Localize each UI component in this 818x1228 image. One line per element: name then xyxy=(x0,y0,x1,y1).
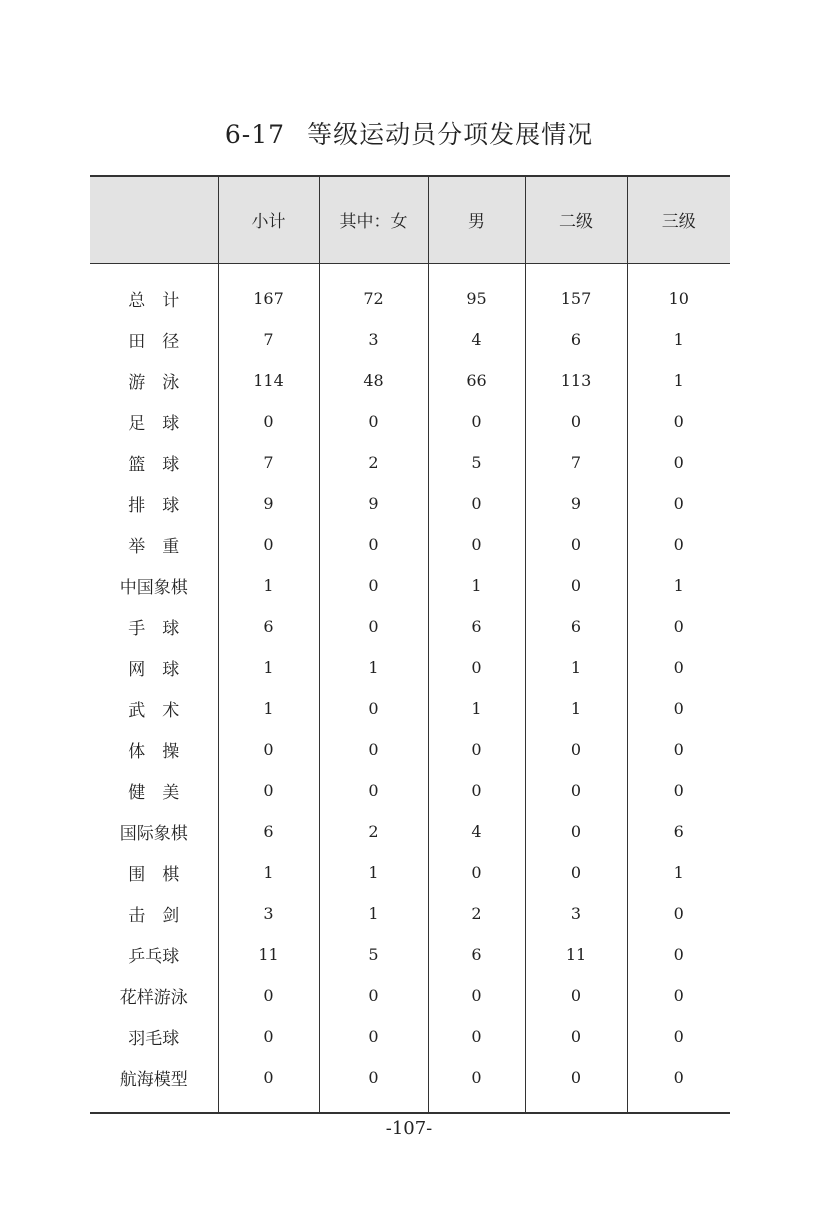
cell-subtotal: 1 xyxy=(218,565,319,606)
cell-grade3: 0 xyxy=(627,524,730,565)
cell-male: 0 xyxy=(428,1057,525,1113)
cell-grade2: 6 xyxy=(525,606,627,647)
cell-subtotal: 0 xyxy=(218,770,319,811)
cell-grade2: 0 xyxy=(525,852,627,893)
cell-subtotal: 7 xyxy=(218,319,319,360)
cell-subtotal: 167 xyxy=(218,263,319,319)
cell-subtotal: 9 xyxy=(218,483,319,524)
header-cell-subtotal: 小计 xyxy=(218,176,319,263)
table-row xyxy=(90,442,730,483)
cell-grade2: 0 xyxy=(525,401,627,442)
cell-category: 围 棋 xyxy=(128,864,180,885)
cell-subtotal: 11 xyxy=(218,934,319,975)
cell-grade2: 6 xyxy=(525,319,627,360)
cell-male: 0 xyxy=(428,483,525,524)
cell-female: 0 xyxy=(319,1057,428,1113)
cell-subtotal: 1 xyxy=(218,647,319,688)
cell-grade3: 0 xyxy=(627,975,730,1016)
cell-female: 1 xyxy=(319,647,428,688)
table-row xyxy=(90,770,730,811)
cell-category: 航海模型 xyxy=(90,1057,218,1113)
header-cell-female: 其中：女 xyxy=(319,176,428,263)
table-title xyxy=(0,115,818,151)
cell-grade2: 0 xyxy=(525,729,627,770)
cell-male: 1 xyxy=(428,688,525,729)
cell-grade2: 113 xyxy=(525,360,627,401)
cell-grade3: 0 xyxy=(627,647,730,688)
cell-grade2: 11 xyxy=(525,934,627,975)
header-cell-grade2: 二级 xyxy=(525,176,627,263)
cell-male: 0 xyxy=(428,770,525,811)
cell-female: 0 xyxy=(319,975,428,1016)
cell-female: 0 xyxy=(319,401,428,442)
cell-subtotal: 1 xyxy=(218,688,319,729)
cell-grade2: 1 xyxy=(525,647,627,688)
cell-grade2: 0 xyxy=(525,524,627,565)
cell-grade2: 0 xyxy=(525,975,627,1016)
cell-female: 0 xyxy=(319,729,428,770)
cell-male: 0 xyxy=(428,401,525,442)
cell-male: 0 xyxy=(428,729,525,770)
cell-category: 中国象棋 xyxy=(119,577,188,598)
cell-category: 网 球 xyxy=(128,659,180,680)
cell-grade2: 157 xyxy=(525,263,627,319)
header-row xyxy=(90,176,730,263)
table-row xyxy=(90,360,730,401)
cell-male: 0 xyxy=(428,524,525,565)
cell-female: 72 xyxy=(319,263,428,319)
cell-grade2: 0 xyxy=(525,1057,627,1113)
table-row xyxy=(90,975,730,1016)
cell-category: 游 泳 xyxy=(128,372,180,393)
cell-male: 5 xyxy=(428,442,525,483)
header-cell-grade3: 三级 xyxy=(627,176,730,263)
cell-grade3: 10 xyxy=(627,263,730,319)
table-row xyxy=(90,688,730,729)
cell-category: 羽毛球 xyxy=(128,1028,180,1049)
table-row xyxy=(90,401,730,442)
cell-grade2: 9 xyxy=(525,483,627,524)
table-row xyxy=(90,934,730,975)
table-row xyxy=(90,852,730,893)
cell-grade3: 0 xyxy=(627,1057,730,1113)
cell-subtotal: 1 xyxy=(218,852,319,893)
cell-grade3: 0 xyxy=(627,934,730,975)
table-row xyxy=(90,606,730,647)
cell-category: 篮 球 xyxy=(128,454,180,475)
table-row xyxy=(90,1016,730,1057)
cell-female: 3 xyxy=(319,319,428,360)
cell-category: 举 重 xyxy=(128,536,180,557)
cell-category: 乒乓球 xyxy=(128,946,180,967)
cell-female: 9 xyxy=(319,483,428,524)
table-row xyxy=(90,319,730,360)
cell-male: 4 xyxy=(428,319,525,360)
cell-category: 田 径 xyxy=(128,331,180,352)
cell-female: 2 xyxy=(319,811,428,852)
cell-female: 0 xyxy=(319,565,428,606)
cell-subtotal: 0 xyxy=(218,1016,319,1057)
cell-grade3: 0 xyxy=(627,893,730,934)
table-row xyxy=(90,565,730,606)
cell-category: 足 球 xyxy=(128,413,180,434)
table-row xyxy=(90,1057,730,1113)
cell-female: 1 xyxy=(319,852,428,893)
cell-grade2: 1 xyxy=(525,688,627,729)
cell-grade3: 0 xyxy=(627,483,730,524)
cell-category: 总 计 xyxy=(128,290,180,311)
cell-grade3: 0 xyxy=(627,606,730,647)
table-row xyxy=(90,263,730,319)
cell-category: 击 剑 xyxy=(128,905,180,926)
cell-grade2: 0 xyxy=(525,565,627,606)
cell-grade2: 0 xyxy=(525,811,627,852)
cell-grade3: 6 xyxy=(627,811,730,852)
cell-category: 健 美 xyxy=(128,782,180,803)
cell-grade2: 7 xyxy=(525,442,627,483)
cell-female: 1 xyxy=(319,893,428,934)
cell-grade3: 0 xyxy=(627,401,730,442)
cell-female: 2 xyxy=(319,442,428,483)
cell-male: 0 xyxy=(428,1016,525,1057)
table-number: 6-17 xyxy=(224,120,286,149)
cell-subtotal: 0 xyxy=(218,1057,319,1113)
cell-subtotal: 6 xyxy=(218,606,319,647)
cell-grade3: 0 xyxy=(627,1016,730,1057)
cell-male: 4 xyxy=(428,811,525,852)
cell-category: 武 术 xyxy=(128,700,180,721)
table-row xyxy=(90,893,730,934)
cell-grade2: 3 xyxy=(525,893,627,934)
cell-male: 66 xyxy=(428,360,525,401)
cell-male: 0 xyxy=(428,975,525,1016)
cell-subtotal: 0 xyxy=(218,401,319,442)
cell-grade3: 1 xyxy=(627,360,730,401)
cell-male: 95 xyxy=(428,263,525,319)
cell-male: 6 xyxy=(428,934,525,975)
cell-female: 0 xyxy=(319,524,428,565)
cell-male: 6 xyxy=(428,606,525,647)
cell-grade3: 1 xyxy=(627,319,730,360)
cell-female: 0 xyxy=(319,688,428,729)
cell-female: 48 xyxy=(319,360,428,401)
table-row xyxy=(90,647,730,688)
cell-male: 1 xyxy=(428,565,525,606)
cell-grade2: 0 xyxy=(525,770,627,811)
table-row xyxy=(90,483,730,524)
cell-category: 手 球 xyxy=(128,618,180,639)
cell-subtotal: 3 xyxy=(218,893,319,934)
cell-grade3: 0 xyxy=(627,688,730,729)
cell-subtotal: 0 xyxy=(218,975,319,1016)
cell-grade3: 1 xyxy=(627,852,730,893)
cell-grade2: 0 xyxy=(525,1016,627,1057)
header-cell-male: 男 xyxy=(428,176,525,263)
cell-male: 2 xyxy=(428,893,525,934)
cell-female: 0 xyxy=(319,606,428,647)
cell-category: 排 球 xyxy=(128,495,180,516)
cell-female: 5 xyxy=(319,934,428,975)
header-cell-category xyxy=(90,176,218,263)
cell-female: 0 xyxy=(319,770,428,811)
table-row xyxy=(90,811,730,852)
table-row xyxy=(90,524,730,565)
stats-table xyxy=(90,175,730,1114)
cell-grade3: 0 xyxy=(627,729,730,770)
table-body xyxy=(90,263,730,1113)
cell-category: 花样游泳 xyxy=(119,987,188,1008)
table-row xyxy=(90,729,730,770)
page-number: -107- xyxy=(385,1118,433,1139)
cell-subtotal: 6 xyxy=(218,811,319,852)
cell-subtotal: 0 xyxy=(218,729,319,770)
cell-category: 体 操 xyxy=(128,741,180,762)
cell-male: 0 xyxy=(428,852,525,893)
cell-female: 0 xyxy=(319,1016,428,1057)
cell-male: 0 xyxy=(428,647,525,688)
cell-subtotal: 114 xyxy=(218,360,319,401)
cell-grade3: 0 xyxy=(627,770,730,811)
cell-grade3: 1 xyxy=(627,565,730,606)
table-title-text: 等级运动员分项发展情况 xyxy=(307,120,594,149)
cell-grade3: 0 xyxy=(627,442,730,483)
cell-category: 国际象棋 xyxy=(119,823,188,844)
cell-subtotal: 7 xyxy=(218,442,319,483)
cell-subtotal: 0 xyxy=(218,524,319,565)
